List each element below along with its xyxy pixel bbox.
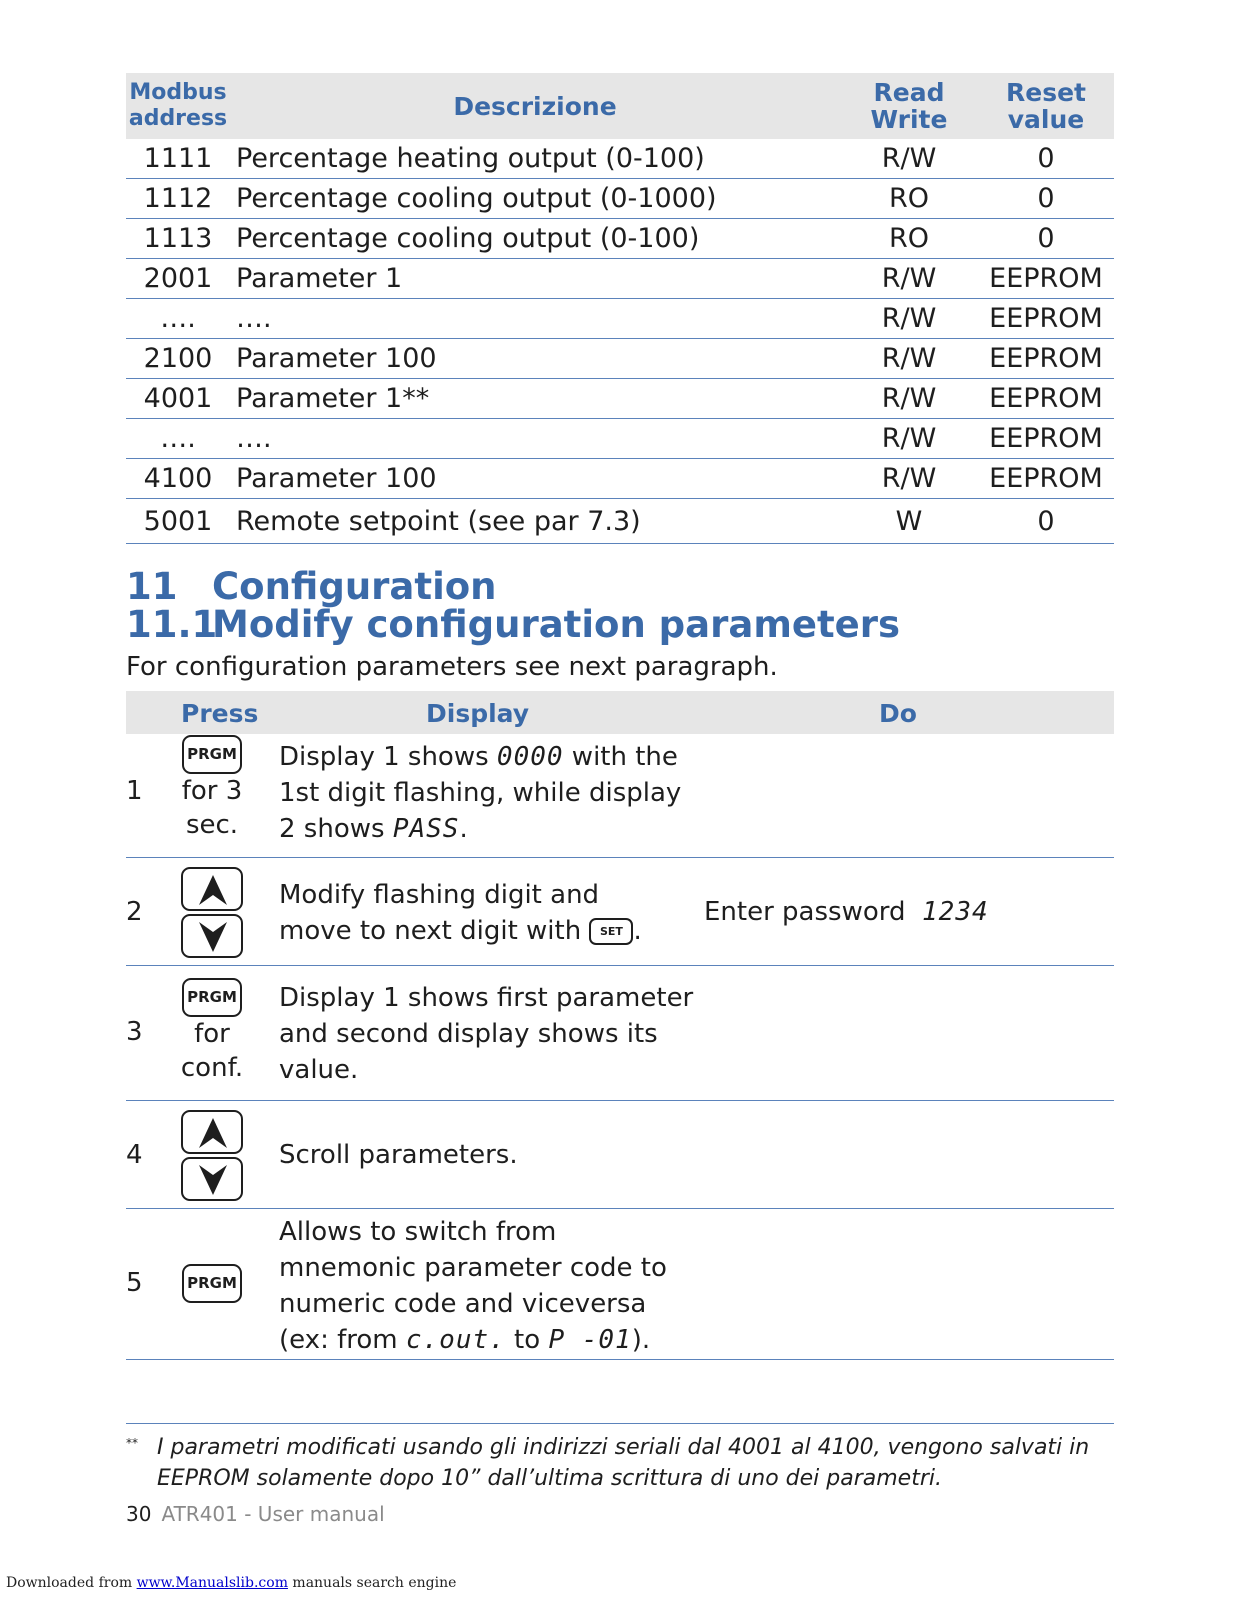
cell-description: Remote setpoint (see par 7.3): [230, 499, 840, 544]
set-key-icon: SET: [589, 918, 633, 945]
header-reset-value: Reset value: [978, 73, 1114, 139]
modbus-table: [126, 73, 1114, 544]
down-arrow-key-icon: [181, 914, 243, 958]
table-row: [126, 219, 1114, 259]
footnote-text: I parametri modificati usando gli indirizzi seriali dal 4001 al 4100, vengono salvati in EEPROM solamente dopo 10” dall’ultima scrittura di uno dei parametri.: [157, 1435, 1090, 1491]
cell-reset-value: 0: [978, 179, 1114, 219]
section-heading: [126, 566, 497, 608]
display-text: to: [505, 1325, 549, 1355]
cell-description: Parameter 100: [230, 339, 840, 379]
prgm-key-icon: PRGM: [182, 978, 242, 1017]
cell-read-write: R/W: [840, 299, 978, 339]
table-row: [126, 139, 1114, 179]
display-text: and second display shows its: [279, 1019, 658, 1049]
table-row: [126, 379, 1114, 419]
step-number: 3: [126, 1017, 143, 1047]
display-text: mnemonic parameter code to: [279, 1253, 667, 1283]
step-display-text: [279, 1214, 699, 1358]
cell-reset-value: EEPROM: [978, 419, 1114, 459]
table-row: [126, 259, 1114, 299]
step-display-text: [279, 980, 699, 1088]
footnote-mark: **: [126, 1436, 138, 1450]
display-text: ).: [631, 1325, 651, 1355]
cell-read-write: R/W: [840, 379, 978, 419]
intro-paragraph: For configuration parameters see next paragraph.: [126, 652, 778, 682]
step-press: [174, 977, 250, 1085]
step-display-text: [279, 877, 699, 949]
display-text: (ex: from: [279, 1325, 406, 1355]
prgm-key-icon: PRGM: [182, 735, 242, 774]
display-text: 1st digit flashing, while display: [279, 778, 682, 808]
table-row: [126, 339, 1114, 379]
cell-reset-value: 0: [978, 139, 1114, 179]
cell-address: 1113: [126, 219, 230, 259]
up-arrow-key-icon: [181, 867, 243, 911]
cell-address: 4100: [126, 459, 230, 499]
cell-description: ….: [230, 419, 840, 459]
press-note-line-1: for: [194, 1019, 230, 1049]
header-read-write: Read Write: [840, 73, 978, 139]
subsection-title: Modify configuration parameters: [212, 603, 901, 646]
step-press: [174, 1110, 250, 1204]
cell-address: 1111: [126, 139, 230, 179]
subsection-number: 11.1: [126, 603, 218, 646]
press-note-line-2: conf.: [180, 1053, 244, 1083]
page-number: 30: [126, 1502, 152, 1526]
down-arrow-key-icon: [181, 1157, 243, 1201]
step-number: 2: [126, 897, 143, 927]
procedure-table-header: [126, 691, 1114, 734]
cell-address: 2001: [126, 259, 230, 299]
cell-address: ….: [126, 419, 230, 459]
press-note-line-2: sec.: [185, 810, 239, 840]
press-note-line-1: for 3: [181, 776, 243, 806]
cell-read-write: RO: [840, 179, 978, 219]
header-display: Display: [426, 699, 530, 728]
cell-reset-value: 0: [978, 219, 1114, 259]
cell-description: Parameter 1: [230, 259, 840, 299]
table-row: [126, 499, 1114, 544]
table-row: [126, 419, 1114, 459]
step-press: [174, 734, 250, 842]
procedure-step-2: [126, 857, 1114, 966]
manualslib-link[interactable]: www.Manualslib.com: [136, 1575, 288, 1591]
cell-reset-value: EEPROM: [978, 299, 1114, 339]
header-address: Modbus address: [126, 73, 230, 139]
seven-seg-cout: c.out.: [405, 1325, 506, 1355]
display-text: Display 1 shows: [279, 742, 497, 772]
document-title: ATR401 - User manual: [161, 1502, 385, 1526]
display-text: with the: [563, 742, 678, 772]
cell-reset-value: EEPROM: [978, 259, 1114, 299]
subsection-heading: [126, 604, 900, 646]
display-text: numeric code and viceversa: [279, 1289, 647, 1319]
header-press: Press: [181, 699, 259, 728]
page-footer: [126, 1502, 385, 1526]
display-text: Display 1 shows first parameter: [279, 983, 694, 1013]
cell-read-write: RO: [840, 219, 978, 259]
cell-address: 2100: [126, 339, 230, 379]
download-banner: [6, 1575, 456, 1591]
header-do: Do: [879, 699, 917, 728]
display-text: value.: [279, 1055, 359, 1085]
cell-description: Percentage heating output (0-100): [230, 139, 840, 179]
cell-read-write: R/W: [840, 339, 978, 379]
cell-read-write: R/W: [840, 139, 978, 179]
section-number: 11: [126, 565, 178, 608]
seven-seg-0000: 0000: [496, 742, 564, 772]
section-title: Configuration: [212, 565, 497, 608]
cell-address: 1112: [126, 179, 230, 219]
cell-description: Percentage cooling output (0-100): [230, 219, 840, 259]
cell-reset-value: EEPROM: [978, 379, 1114, 419]
display-text: 2 shows: [279, 814, 393, 844]
prgm-key-icon: PRGM: [182, 1264, 242, 1303]
cell-address: 4001: [126, 379, 230, 419]
cell-reset-value: EEPROM: [978, 339, 1114, 379]
step-number: 5: [126, 1268, 143, 1298]
step-do-text: [704, 897, 989, 927]
cell-description: ….: [230, 299, 840, 339]
step-number: 1: [126, 776, 143, 806]
cell-read-write: R/W: [840, 419, 978, 459]
cell-address: 5001: [126, 499, 230, 544]
display-text: Modify flashing digit and: [279, 880, 600, 910]
display-text: .: [459, 814, 468, 844]
seven-seg-pass: PASS: [392, 814, 460, 844]
footnote-divider: [126, 1423, 1114, 1424]
table-row: [126, 299, 1114, 339]
display-text: Scroll parameters.: [279, 1140, 518, 1170]
step-press: [174, 1263, 250, 1303]
table-row: [126, 179, 1114, 219]
cell-address: ….: [126, 299, 230, 339]
cell-read-write: R/W: [840, 459, 978, 499]
display-text: Allows to switch from: [279, 1217, 557, 1247]
procedure-step-3: [126, 965, 1114, 1101]
header-description: Descrizione: [230, 73, 840, 139]
step-press: [174, 867, 250, 961]
cell-reset-value: EEPROM: [978, 459, 1114, 499]
cell-read-write: R/W: [840, 259, 978, 299]
step-number: 4: [126, 1140, 143, 1170]
procedure-step-5: [126, 1208, 1114, 1360]
modbus-table-header: [126, 73, 1114, 139]
display-text: .: [633, 916, 642, 946]
step-display-text: [279, 1137, 699, 1173]
procedure-step-4: [126, 1100, 1114, 1209]
download-suffix: manuals search engine: [287, 1575, 457, 1591]
cell-reset-value: 0: [978, 499, 1114, 544]
cell-description: Parameter 100: [230, 459, 840, 499]
up-arrow-key-icon: [181, 1110, 243, 1154]
cell-read-write: W: [840, 499, 978, 544]
do-text: Enter password: [704, 897, 906, 927]
cell-description: Percentage cooling output (0-1000): [230, 179, 840, 219]
seven-seg-1234: 1234: [922, 897, 989, 927]
step-display-text: [279, 739, 699, 847]
seven-seg-p-01: P -01: [548, 1325, 632, 1355]
procedure-step-1: [126, 734, 1114, 858]
table-row: [126, 459, 1114, 499]
cell-description: Parameter 1**: [230, 379, 840, 419]
download-prefix: Downloaded from: [6, 1575, 137, 1591]
display-text: move to next digit with: [279, 916, 590, 946]
